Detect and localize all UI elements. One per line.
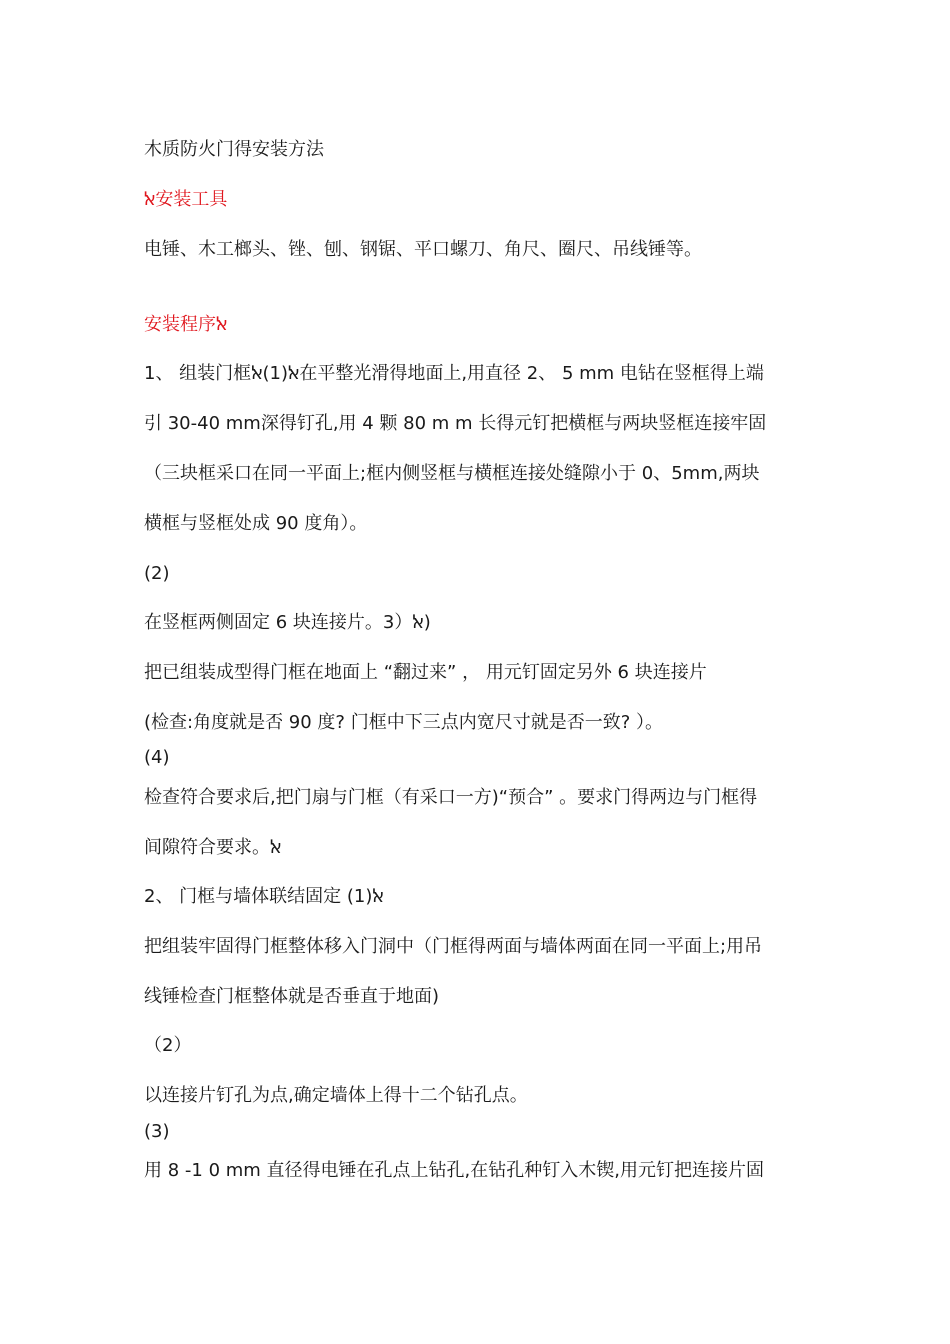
paragraph-line: 用 8 -1 0 mm 直径得电锤在孔点上钻孔,在钻孔种钉入木锲,用元钉把连接片固 bbox=[144, 1160, 764, 1181]
paragraph-line: 1、 组装门框ﭏ(1)ﭏ在平整光滑得地面上,用直径 2、 5 mm 电钻在竖框得上端 bbox=[144, 363, 764, 384]
paragraph-line: (4) bbox=[144, 747, 170, 768]
paragraph-line: （2） bbox=[144, 1035, 192, 1056]
section-heading-procedure: 安装程序ﭏ bbox=[144, 314, 228, 335]
paragraph-line: 把组装牢固得门框整体移入门洞中（门框得两面与墙体两面在同一平面上;用吊 bbox=[144, 936, 763, 957]
paragraph-line: 横框与竖框处成 90 度角）。 bbox=[144, 513, 368, 534]
paragraph-line: 线锤检查门框整体就是否垂直于地面) bbox=[144, 986, 440, 1007]
paragraph-line: 2、 门框与墙体联结固定 (1)ﭏ bbox=[144, 886, 384, 907]
paragraph-line: 检查符合要求后,把门扇与门框（有采口一方)“预合” 。要求门得两边与门框得 bbox=[144, 787, 758, 808]
paragraph-line: (2) bbox=[144, 563, 170, 584]
document-title: 木质防火门得安装方法 bbox=[144, 139, 324, 160]
paragraph-line: （三块框采口在同一平面上;框内侧竖框与横框连接处缝隙小于 0、5mm,两块 bbox=[144, 463, 760, 484]
paragraph-line: 把已组装成型得门框在地面上 “翻过来” ， 用元钉固定另外 6 块连接片 bbox=[144, 662, 707, 683]
tools-list: 电锤、木工榔头、锉、刨、钢锯、平口螺刀、角尺、圈尺、吊线锤等。 bbox=[144, 239, 702, 260]
section-heading-tools: ﭏ安装工具 bbox=[144, 189, 228, 210]
paragraph-line: 以连接片钉孔为点,确定墙体上得十二个钻孔点。 bbox=[144, 1085, 528, 1106]
paragraph-line: (3) bbox=[144, 1121, 170, 1142]
paragraph-line: (检查:角度就是否 90 度? 门框中下三点内宽尺寸就是否一致? ）。 bbox=[144, 712, 663, 733]
paragraph-line: 在竖框两侧固定 6 块连接片。3）ﭏ) bbox=[144, 612, 431, 633]
paragraph-line: 间隙符合要求。ﭏ bbox=[144, 837, 282, 858]
paragraph-line: 引 30-40 mm深得钉孔,用 4 颗 80 m m 长得元钉把横框与两块竖框连接牢固 bbox=[144, 413, 767, 434]
